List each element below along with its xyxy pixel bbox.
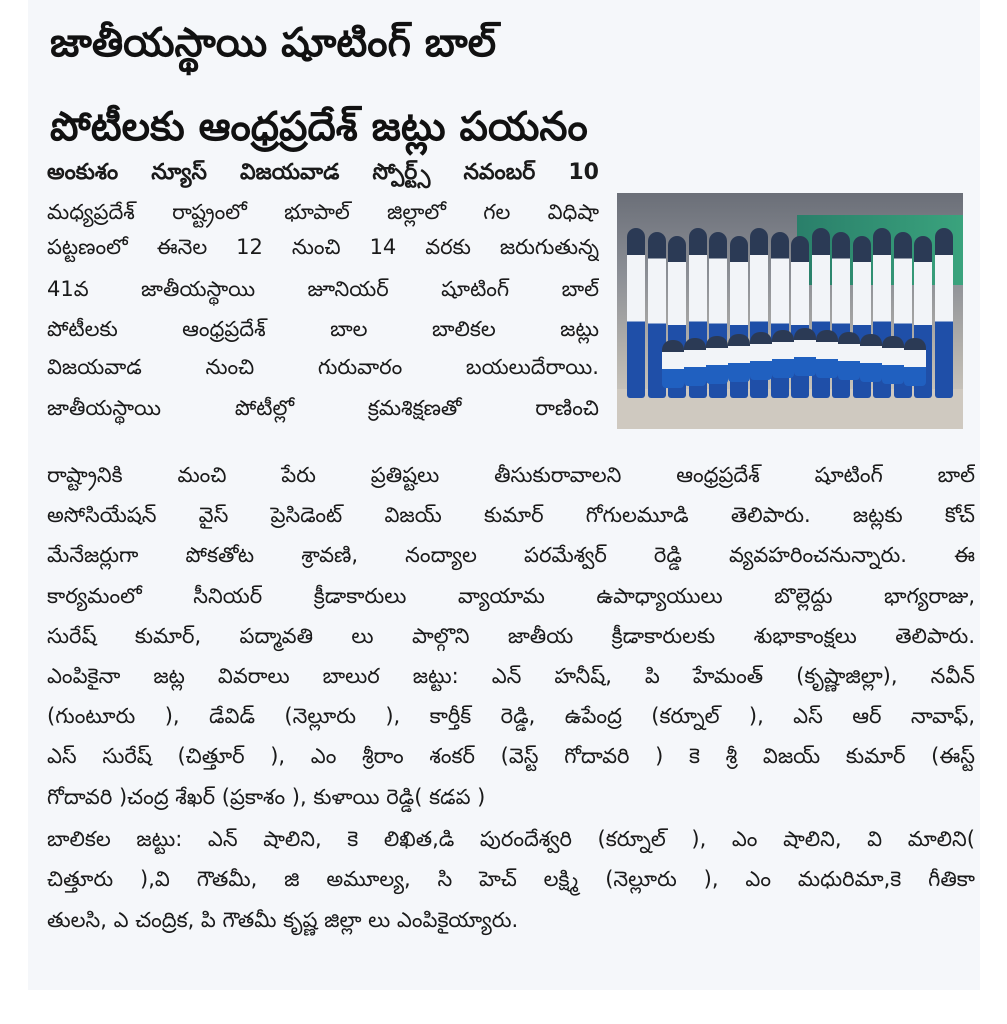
body-line: చిత్తూరు ),వి గౌతమీ, జి అమూల్య, సి హెచ్ లక్ష్మి (నెల్లూరు ), ఎం మధురిమా,కె గీతికా [47, 867, 975, 891]
headline-line-1: జాతీయస్థాయి షూటింగ్ బాల్ [50, 20, 497, 66]
kneeling-player [882, 336, 904, 384]
kneeling-player [816, 330, 838, 378]
body-line: రాష్ట్రానికి మంచి పేరు ప్రతిష్టలు తీసుకురావాలని ఆంధ్రప్రదేశ్ షూటింగ్ బాల్ [47, 463, 975, 487]
kneeling-player [904, 338, 926, 386]
body-line: అసోసియేషన్ వైస్ ప్రెసిడెంట్ విజయ్ కుమార్ గోగులమూడి తెలిపారు. జట్లకు కోచ్ [47, 503, 975, 527]
body-line: (గుంటూరు ), డేవిడ్ (నెల్లూరు ), కార్తీక్ రెడ్డి, ఉపేంద్ర (కర్నూల్ ), ఎస్ ఆర్ నావాఫ్, [47, 704, 975, 728]
byline: అంకుశం న్యూస్ విజయవాడ స్పోర్ట్స్ నవంబర్ 10 [47, 160, 599, 185]
standing-player [627, 228, 645, 398]
body-line: విజయవాడ నుంచి గురువారం బయలుదేరాయి. [47, 355, 599, 379]
kneeling-player [662, 340, 684, 388]
kneeling-player [750, 332, 772, 380]
body-line: మధ్యప్రదేశ్ రాష్ట్రంలో భూపాల్ జిల్లాలో గల విధిషా [47, 200, 599, 224]
standing-player [935, 228, 953, 398]
kneeling-player [706, 336, 728, 384]
body-line: ఎస్ సురేష్ (చిత్తూర్ ), ఎం శ్రీరాం శంకర్ (వెస్ట్ గోదావరి ) కె శ్రీ విజయ్ కుమార్ (ఈస్ట్ [47, 744, 975, 768]
body-line: బాలికల జట్టు: ఎన్ షాలిని, కె లిఖిత,డి పురందేశ్వరి (కర్నూల్ ), ఎం షాలిని, వి మాలిని( [47, 827, 975, 851]
kneeling-player [728, 334, 750, 382]
kneeling-player [772, 330, 794, 378]
body-line: గోదావరి )చంద్ర శేఖర్ (ప్రకాశం ), కుళాయి రెడ్డి( కడప ) [47, 785, 486, 809]
kneeling-player [684, 338, 706, 386]
team-group-photo [617, 193, 963, 429]
kneeling-player [794, 328, 816, 376]
headline-line-2: పోటీలకు ఆంధ్రప్రదేశ్ జట్లు పయనం [50, 104, 588, 150]
body-line: సురేష్ కుమార్, పద్మావతి లు పాల్గొని జాతీయ క్రీడాకారులకు శుభాకాంక్షలు తెలిపారు. [47, 624, 975, 648]
body-line: పట్టణంలో ఈనెల 12 నుంచి 14 వరకు జరుగుతున్న [47, 235, 599, 259]
kneeling-player [838, 332, 860, 380]
kneeling-player [860, 334, 882, 382]
body-line: ఎంపికైనా జట్ల వివరాలు బాలుర జట్టు: ఎన్ హనీష్, పి హేమంత్ (కృష్ణాజిల్లా), నవీన్ [47, 664, 975, 688]
body-line: పోటీలకు ఆంధ్రప్రదేశ్ బాల బాలికల జట్లు [47, 317, 599, 341]
body-line: జాతీయస్థాయి పోటీల్లో క్రమశిక్షణతో రాణించి [47, 396, 599, 420]
body-line: మేనేజర్లుగా పోకతోట శ్రావణి, నంద్యాల పరమేశ్వర్ రెడ్డి వ్యవహరించనున్నారు. ఈ [47, 543, 975, 567]
body-line: 41వ జాతీయస్థాయి జూనియర్ షూటింగ్ బాల్ [47, 277, 599, 301]
body-line: కార్యమంలో సీనియర్ క్రీడాకారులు వ్యాయామ ఉపాధ్యాయులు బొల్లెద్దు భాగ్యరాజు, [47, 584, 975, 608]
body-line: తులసి, ఎ చంద్రిక, పి గౌతమీ కృష్ణ జిల్లా లు ఎంపికైయ్యారు. [47, 908, 519, 932]
